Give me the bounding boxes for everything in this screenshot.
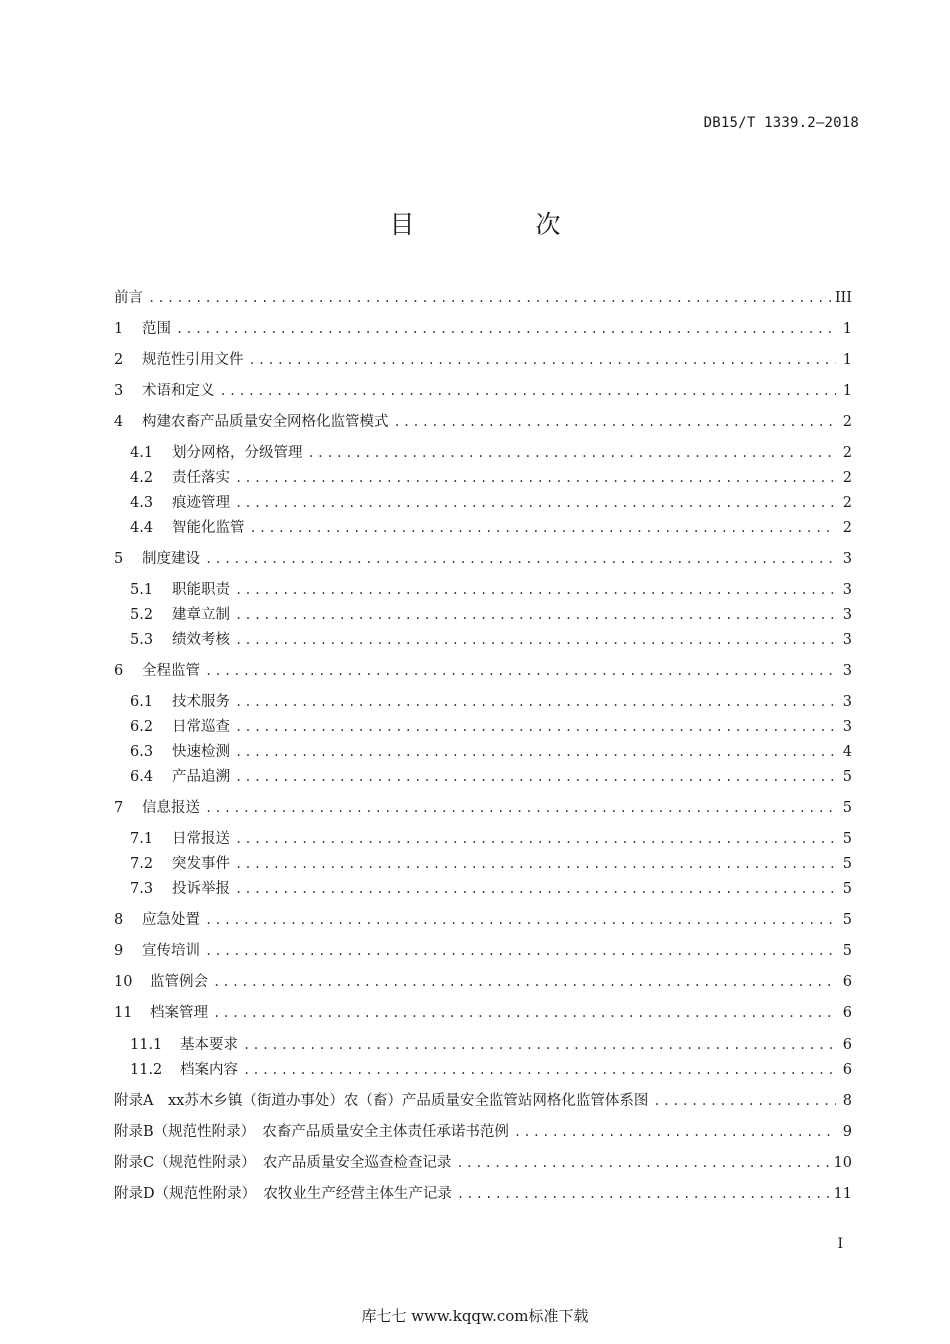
toc-number: 7 [114, 800, 124, 816]
toc-label: 档案管理 [150, 1005, 208, 1021]
toc-entry-6-1[interactable] [130, 691, 852, 713]
toc-entry-appendix-b[interactable] [114, 1121, 852, 1143]
page-title: 目 次 [389, 210, 609, 239]
toc-label: 监管例会 [150, 974, 208, 990]
toc-page: 5 [842, 912, 852, 928]
toc-number: 1 [114, 321, 124, 337]
toc-label: 术语和定义 [142, 383, 215, 399]
toc-label: 划分网格，分级管理 [172, 445, 303, 461]
toc-number: 11.2 [130, 1062, 163, 1078]
toc-entry-3[interactable] [114, 380, 852, 402]
leader-dots [233, 604, 836, 626]
leader-dots [233, 741, 836, 763]
toc-number: 5 [114, 551, 124, 567]
toc-number: 5.3 [130, 632, 154, 648]
toc-page: 3 [842, 663, 852, 679]
toc-number: 4 [114, 414, 124, 430]
toc-entry-appendix-a[interactable] [114, 1090, 852, 1112]
toc-number: 4.3 [130, 495, 154, 511]
toc-entry-4-1[interactable] [130, 442, 852, 464]
toc-label: 应急处置 [142, 912, 200, 928]
toc-label: 制度建设 [142, 551, 200, 567]
toc-label: 绩效考核 [172, 632, 230, 648]
leader-dots [233, 467, 836, 489]
toc-page: 3 [842, 694, 852, 710]
leader-dots [241, 1034, 836, 1056]
toc-label: 宣传培训 [142, 943, 200, 959]
document-code: DB15/T 1339.2—2018 [703, 115, 859, 131]
toc-number: 6.1 [130, 694, 154, 710]
leader-dots [306, 442, 837, 464]
toc-page: 4 [842, 744, 852, 760]
leader-dots [233, 629, 836, 651]
toc-label: 责任落实 [172, 470, 230, 486]
toc-page: 6 [842, 1062, 852, 1078]
toc-entry-5[interactable] [114, 548, 852, 570]
leader-dots [211, 971, 836, 993]
toc-page: 9 [842, 1124, 852, 1140]
toc-entry-7-2[interactable] [130, 853, 852, 875]
toc-entry-preface[interactable] [114, 287, 852, 309]
toc-label: 构建农畜产品质量安全网格化监管模式 [142, 414, 389, 430]
leader-dots [233, 828, 836, 850]
toc-page: 2 [842, 495, 852, 511]
leader-dots [203, 940, 836, 962]
leader-dots [651, 1090, 836, 1112]
leader-dots [454, 1152, 829, 1174]
leader-dots [233, 492, 836, 514]
toc-number: 2 [114, 352, 124, 368]
toc-label: 快速检测 [172, 744, 230, 760]
toc-label: 智能化监管 [172, 520, 245, 536]
toc-number: 4.1 [130, 445, 154, 461]
toc-entry-6-3[interactable] [130, 741, 852, 763]
toc-label: 附录C（规范性附录） 农产品质量安全巡查检查记录 [114, 1155, 452, 1171]
toc-page: 3 [842, 632, 852, 648]
toc-page: 5 [842, 800, 852, 816]
toc-label: 全程监管 [142, 663, 200, 679]
toc-page: 1 [842, 383, 852, 399]
toc-label: 日常巡查 [172, 719, 230, 735]
toc-label: 建章立制 [172, 607, 230, 623]
toc-entry-7[interactable] [114, 797, 852, 819]
toc-page: 1 [842, 321, 852, 337]
toc-label: 信息报送 [142, 800, 200, 816]
leader-dots [512, 1121, 836, 1143]
leader-dots [211, 1002, 836, 1024]
toc-entry-appendix-c[interactable] [114, 1152, 852, 1174]
toc-label: 附录B（规范性附录） 农畜产品质量安全主体责任承诺书范例 [114, 1124, 509, 1140]
toc-page: 8 [842, 1093, 852, 1109]
toc-page: 1 [842, 352, 852, 368]
toc-label: 痕迹管理 [172, 495, 230, 511]
leader-dots [248, 517, 837, 539]
leader-dots [455, 1183, 830, 1205]
leader-dots [247, 349, 837, 371]
toc-entry-4-4[interactable] [130, 517, 852, 539]
leader-dots [241, 1059, 836, 1081]
leader-dots [392, 411, 837, 433]
leader-dots [203, 660, 836, 682]
leader-dots [146, 287, 831, 309]
toc-label: 附录A xx苏木乡镇（街道办事处）农（畜）产品质量安全监管站网格化监管体系图 [114, 1093, 649, 1109]
toc-page: 6 [842, 1005, 852, 1021]
toc-label: 范围 [142, 321, 171, 337]
leader-dots [174, 318, 836, 340]
leader-dots [203, 909, 836, 931]
toc-entry-4-3[interactable] [130, 492, 852, 514]
toc-number: 6.4 [130, 769, 154, 785]
toc-number: 7.2 [130, 856, 154, 872]
toc-entry-9[interactable] [114, 940, 852, 962]
toc-page: 2 [842, 445, 852, 461]
toc-label: 日常报送 [172, 831, 230, 847]
toc-page: 3 [842, 551, 852, 567]
toc-number: 5.2 [130, 607, 154, 623]
leader-dots [233, 878, 836, 900]
toc-number: 11.1 [130, 1037, 163, 1053]
toc-entry-6[interactable] [114, 660, 852, 682]
toc-number: 11 [114, 1005, 133, 1021]
leader-dots [203, 797, 836, 819]
toc-label: 突发事件 [172, 856, 230, 872]
toc-page: 3 [842, 719, 852, 735]
toc-entry-10[interactable] [114, 971, 852, 993]
toc-number: 6.3 [130, 744, 154, 760]
leader-dots [233, 716, 836, 738]
toc-entry-1[interactable] [114, 318, 852, 340]
leader-dots [233, 853, 836, 875]
toc-page: 5 [842, 831, 852, 847]
toc-entry-4-2[interactable] [130, 467, 852, 489]
toc-entry-8[interactable] [114, 909, 852, 931]
toc-entry-5-2[interactable] [130, 604, 852, 626]
toc-entry-5-1[interactable] [130, 579, 852, 601]
toc-entry-4[interactable] [114, 411, 852, 433]
toc-entry-appendix-d[interactable] [114, 1183, 852, 1205]
toc-label: 职能职责 [172, 582, 230, 598]
toc-page: 2 [842, 414, 852, 430]
leader-dots [233, 691, 836, 713]
toc-page: 5 [842, 943, 852, 959]
toc-label: 产品追溯 [172, 769, 230, 785]
toc-number: 8 [114, 912, 124, 928]
toc-number: 3 [114, 383, 124, 399]
leader-dots [233, 579, 836, 601]
toc-number: 9 [114, 943, 124, 959]
toc-page: 11 [833, 1186, 852, 1202]
toc-number: 6 [114, 663, 124, 679]
toc-page: 6 [842, 974, 852, 990]
leader-dots [218, 380, 837, 402]
toc-number: 10 [114, 974, 133, 990]
toc-entry-7-3[interactable] [130, 878, 852, 900]
leader-dots [233, 766, 836, 788]
toc-entry-7-1[interactable] [130, 828, 852, 850]
toc-entry-6-2[interactable] [130, 716, 852, 738]
toc-page: 6 [842, 1037, 852, 1053]
toc-label: 基本要求 [180, 1037, 238, 1053]
toc-entry-6-4[interactable] [130, 766, 852, 788]
toc-page: 2 [842, 470, 852, 486]
toc-entry-2[interactable] [114, 349, 852, 371]
toc-entry-11-2[interactable] [130, 1059, 852, 1081]
toc-number: 7.3 [130, 881, 154, 897]
toc-page: 10 [833, 1155, 852, 1171]
toc-label: 前言 [114, 290, 143, 306]
toc-page: 5 [842, 769, 852, 785]
toc-page: 5 [842, 881, 852, 897]
toc-label: 投诉举报 [172, 881, 230, 897]
toc-entry-11-1[interactable] [130, 1034, 852, 1056]
toc-page: 3 [842, 582, 852, 598]
leader-dots [203, 548, 836, 570]
toc-number: 6.2 [130, 719, 154, 735]
toc-label: 规范性引用文件 [142, 352, 244, 368]
toc-page: 2 [842, 520, 852, 536]
toc-page: III [834, 290, 852, 306]
toc-number: 4.2 [130, 470, 154, 486]
toc-label: 附录D（规范性附录） 农牧业生产经营主体生产记录 [114, 1186, 452, 1202]
toc-label: 技术服务 [172, 694, 230, 710]
toc-entry-5-3[interactable] [130, 629, 852, 651]
toc-number: 5.1 [130, 582, 154, 598]
toc-entry-11[interactable] [114, 1002, 852, 1024]
page-folio: I [837, 1236, 843, 1252]
toc-number: 7.1 [130, 831, 154, 847]
toc-page: 5 [842, 856, 852, 872]
toc-page: 3 [842, 607, 852, 623]
toc-number: 4.4 [130, 520, 154, 536]
watermark-footer: 库七七 www.kqqw.com标准下载 [361, 1307, 589, 1325]
toc-label: 档案内容 [180, 1062, 238, 1078]
